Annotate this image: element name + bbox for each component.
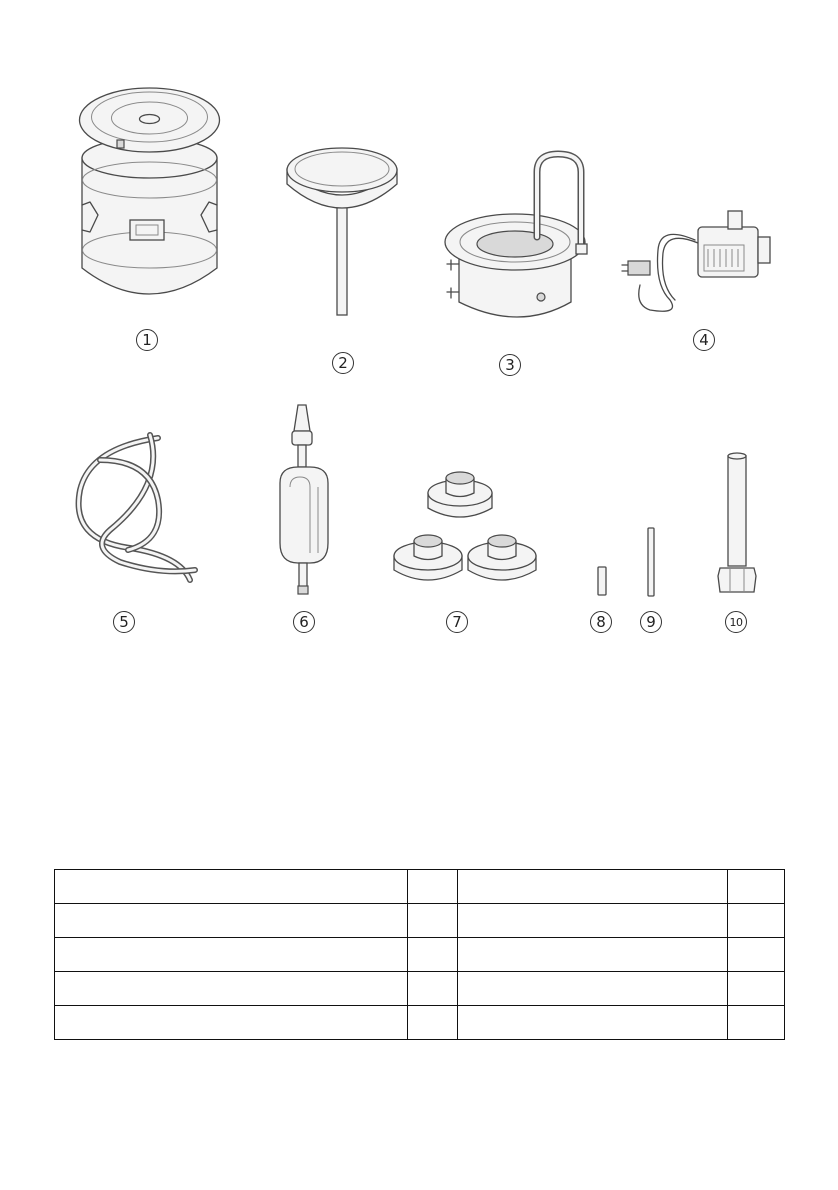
table-cell (458, 1006, 728, 1040)
rubber-grommets-icon (390, 468, 540, 586)
table-row (55, 938, 785, 972)
diffuser-plate-with-tube-icon (283, 140, 401, 320)
table-cell (458, 870, 728, 904)
table-cell (408, 1006, 458, 1040)
table-cell (458, 904, 728, 938)
part-number-5: 5 (113, 611, 135, 633)
hose-icon (70, 430, 200, 590)
table-cell (728, 972, 785, 1006)
table-cell (408, 870, 458, 904)
part-number-4: 4 (693, 329, 715, 351)
table-cell (728, 1006, 785, 1040)
part-number-9: 9 (640, 611, 662, 633)
table-cell (408, 972, 458, 1006)
table-cell (408, 938, 458, 972)
table-row (55, 904, 785, 938)
table-cell (55, 870, 408, 904)
column-with-condenser-icon (433, 152, 603, 322)
airlock-icon (270, 403, 340, 598)
table-cell (458, 972, 728, 1006)
table-cell (728, 870, 785, 904)
short-pin-icon (595, 566, 609, 596)
table-row (55, 972, 785, 1006)
table-cell (408, 904, 458, 938)
thermometer-tube-icon (716, 452, 760, 600)
part-number-6: 6 (293, 611, 315, 633)
part-number-3: 3 (499, 354, 521, 376)
part-number-1: 1 (136, 329, 158, 351)
table-cell (458, 938, 728, 972)
table-row (55, 870, 785, 904)
long-pin-icon (644, 527, 658, 597)
part-number-7: 7 (446, 611, 468, 633)
part-number-2: 2 (332, 352, 354, 374)
table-cell (55, 938, 408, 972)
pot-with-lid-icon (72, 80, 227, 305)
table-cell (55, 1006, 408, 1040)
table-cell (728, 938, 785, 972)
water-pump-icon (620, 205, 780, 325)
table-cell (55, 972, 408, 1006)
table-row (55, 1006, 785, 1040)
part-number-8: 8 (590, 611, 612, 633)
part-number-10: 10 (725, 611, 747, 633)
table-cell (728, 904, 785, 938)
table-cell (55, 904, 408, 938)
parts-table (54, 869, 785, 1040)
